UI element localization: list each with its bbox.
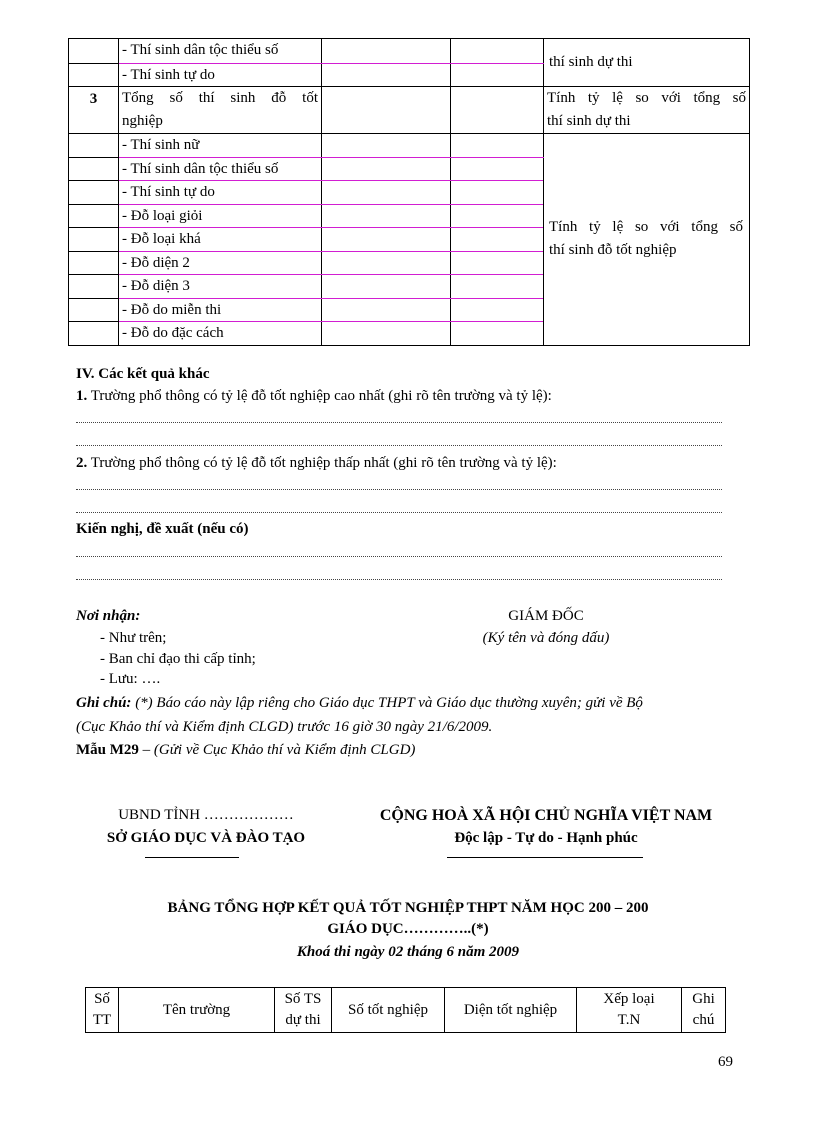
form-code: Mẫu M29	[76, 742, 139, 758]
recipients-title: Nơi nhận:	[76, 608, 141, 624]
note-cell: thí sinh dự thi	[544, 39, 750, 87]
value-cell	[322, 204, 451, 228]
country-motto: Độc lập - Tự do - Hạnh phúc	[454, 830, 638, 846]
row-label: - Đỗ loại khá	[119, 228, 322, 252]
header-line: TT	[92, 1012, 112, 1028]
value-cell	[451, 39, 544, 64]
value-cell	[451, 251, 544, 275]
province-line: UBND TỈNH ………………	[118, 807, 294, 823]
column-header	[577, 988, 682, 1033]
fill-in-line[interactable]	[76, 579, 722, 580]
column-header	[119, 988, 275, 1033]
footnote-line-2: (Cục Khảo thí và Kiểm định CLGD) trước 16 giờ 30 ngày 21/6/2009.	[76, 719, 493, 735]
item-2	[76, 455, 557, 472]
item-2-text: Trường phổ thông có tỷ lệ đỗ tốt nghiệp thấp nhất (ghi rõ tên trường và tỷ lệ):	[87, 455, 557, 471]
row-label: - Thí sinh dân tộc thiểu số	[119, 39, 322, 64]
value-cell	[322, 63, 451, 87]
row-number	[69, 228, 119, 252]
note-line: Tính tỷ lệ so với tổng số	[549, 219, 743, 236]
value-cell	[322, 87, 451, 134]
form-note: – (Gửi về Cục Khảo thí và Kiểm định CLGD)	[138, 742, 416, 758]
value-cell	[322, 251, 451, 275]
row-number	[69, 134, 119, 158]
note-cell	[544, 87, 750, 134]
row-number	[69, 322, 119, 346]
row-label: - Đỗ diện 2	[119, 251, 322, 275]
fill-in-line[interactable]	[76, 445, 722, 446]
column-header	[86, 988, 119, 1033]
recipient-item: - Ban chỉ đạo thi cấp tỉnh;	[100, 651, 256, 667]
value-cell	[322, 39, 451, 64]
row-number	[69, 298, 119, 322]
summary-table	[85, 987, 726, 1033]
country-name: CỘNG HOÀ XÃ HỘI CHỦ NGHĨA VIỆT NAM	[379, 807, 713, 824]
row-label	[119, 87, 322, 134]
row-number	[69, 157, 119, 181]
row-label: - Đỗ loại giỏi	[119, 204, 322, 228]
results-table	[68, 38, 750, 346]
signature-title: GIÁM ĐỐC	[508, 608, 584, 624]
value-cell	[451, 228, 544, 252]
motto-underline	[447, 857, 643, 858]
row-number	[69, 39, 119, 64]
value-cell	[322, 181, 451, 205]
value-cell	[451, 322, 544, 346]
column-header	[445, 988, 577, 1033]
header-underline	[145, 857, 239, 858]
column-header	[275, 988, 332, 1033]
recipient-item: - Lưu: ….	[100, 671, 161, 687]
row-label: - Thí sinh dân tộc thiểu số	[119, 157, 322, 181]
section-iv-title: IV. Các kết quả khác	[76, 366, 210, 382]
report-title: BẢNG TỔNG HỢP KẾT QUẢ TỐT NGHIỆP THPT NĂM HỌC 200 – 200	[167, 900, 649, 916]
footnote-line-1	[76, 695, 643, 712]
item-1-number: 1.	[76, 388, 88, 404]
note-line: thí sinh đỗ tốt nghiệp	[549, 242, 677, 259]
row-number: 3	[69, 87, 119, 134]
header-line: Diện tốt nghiệp	[463, 1001, 558, 1018]
fill-in-line[interactable]	[76, 512, 722, 513]
value-cell	[322, 228, 451, 252]
row-label: - Đỗ do miễn thi	[119, 298, 322, 322]
value-cell	[451, 204, 544, 228]
row-label-line: Tổng số thí sinh đỗ tốt	[122, 90, 318, 106]
note-line: thí sinh dự thi	[547, 112, 631, 129]
value-cell	[451, 134, 544, 158]
item-1	[76, 388, 552, 405]
fill-in-line[interactable]	[76, 489, 722, 490]
value-cell	[451, 87, 544, 134]
row-label: - Đỗ diện 3	[119, 275, 322, 299]
proposal-title: Kiến nghị, đề xuất (nếu có)	[76, 521, 249, 537]
table-row	[69, 134, 750, 158]
value-cell	[451, 63, 544, 87]
footnote-text: (*) Báo cáo này lập riêng cho Giáo dục THPT và Giáo dục thường xuyên; gửi về Bộ	[131, 695, 643, 711]
header-line: Số tốt nghiệp	[347, 1001, 428, 1018]
row-number	[69, 251, 119, 275]
exam-date: Khoá thi ngày 02 tháng 6 năm 2009	[296, 944, 520, 960]
value-cell	[451, 181, 544, 205]
header-line: Số	[94, 991, 110, 1007]
row-label: - Đỗ do đặc cách	[119, 322, 322, 346]
value-cell	[322, 275, 451, 299]
value-cell	[322, 298, 451, 322]
header-line: chú	[692, 1012, 715, 1028]
table-row	[69, 87, 750, 134]
column-header	[332, 988, 445, 1033]
value-cell	[322, 322, 451, 346]
recipient-item: - Như trên;	[100, 630, 167, 646]
header-line: dự thi	[285, 1012, 321, 1028]
signature-subtitle: (Ký tên và đóng dấu)	[482, 630, 610, 646]
table-header-row	[86, 988, 726, 1033]
row-label: - Thí sinh tự do	[119, 63, 322, 87]
report-subtitle: GIÁO DỤC…………..(*)	[327, 921, 489, 937]
note-cell	[544, 134, 750, 346]
header-line: T.N	[617, 1012, 641, 1028]
value-cell	[451, 298, 544, 322]
fill-in-line[interactable]	[76, 556, 722, 557]
fill-in-line[interactable]	[76, 422, 722, 423]
item-1-text: Trường phổ thông có tỷ lệ đỗ tốt nghiệp cao nhất (ghi rõ tên trường và tỷ lệ):	[87, 388, 552, 404]
note-line: Tính tỷ lệ so với tổng số	[547, 90, 746, 106]
row-label: - Thí sinh tự do	[119, 181, 322, 205]
page-number: 69	[718, 1054, 733, 1070]
item-2-number: 2.	[76, 455, 88, 471]
header-line: Xếp loại	[603, 991, 655, 1007]
row-number	[69, 63, 119, 87]
department-name: SỞ GIÁO DỤC VÀ ĐÀO TẠO	[106, 830, 306, 846]
row-number	[69, 204, 119, 228]
row-number	[69, 275, 119, 299]
row-label-line: nghiệp	[122, 112, 163, 129]
row-label: - Thí sinh nữ	[119, 134, 322, 158]
row-number	[69, 181, 119, 205]
value-cell	[451, 275, 544, 299]
header-line: Ghi	[692, 991, 715, 1007]
table-row	[69, 39, 750, 64]
column-header	[682, 988, 726, 1033]
form-code-line	[76, 742, 415, 759]
footnote-label: Ghi chú:	[76, 695, 132, 711]
value-cell	[451, 157, 544, 181]
value-cell	[322, 134, 451, 158]
value-cell	[322, 157, 451, 181]
header-line: Tên trường	[162, 1001, 231, 1018]
header-line: Số TS	[284, 991, 322, 1007]
